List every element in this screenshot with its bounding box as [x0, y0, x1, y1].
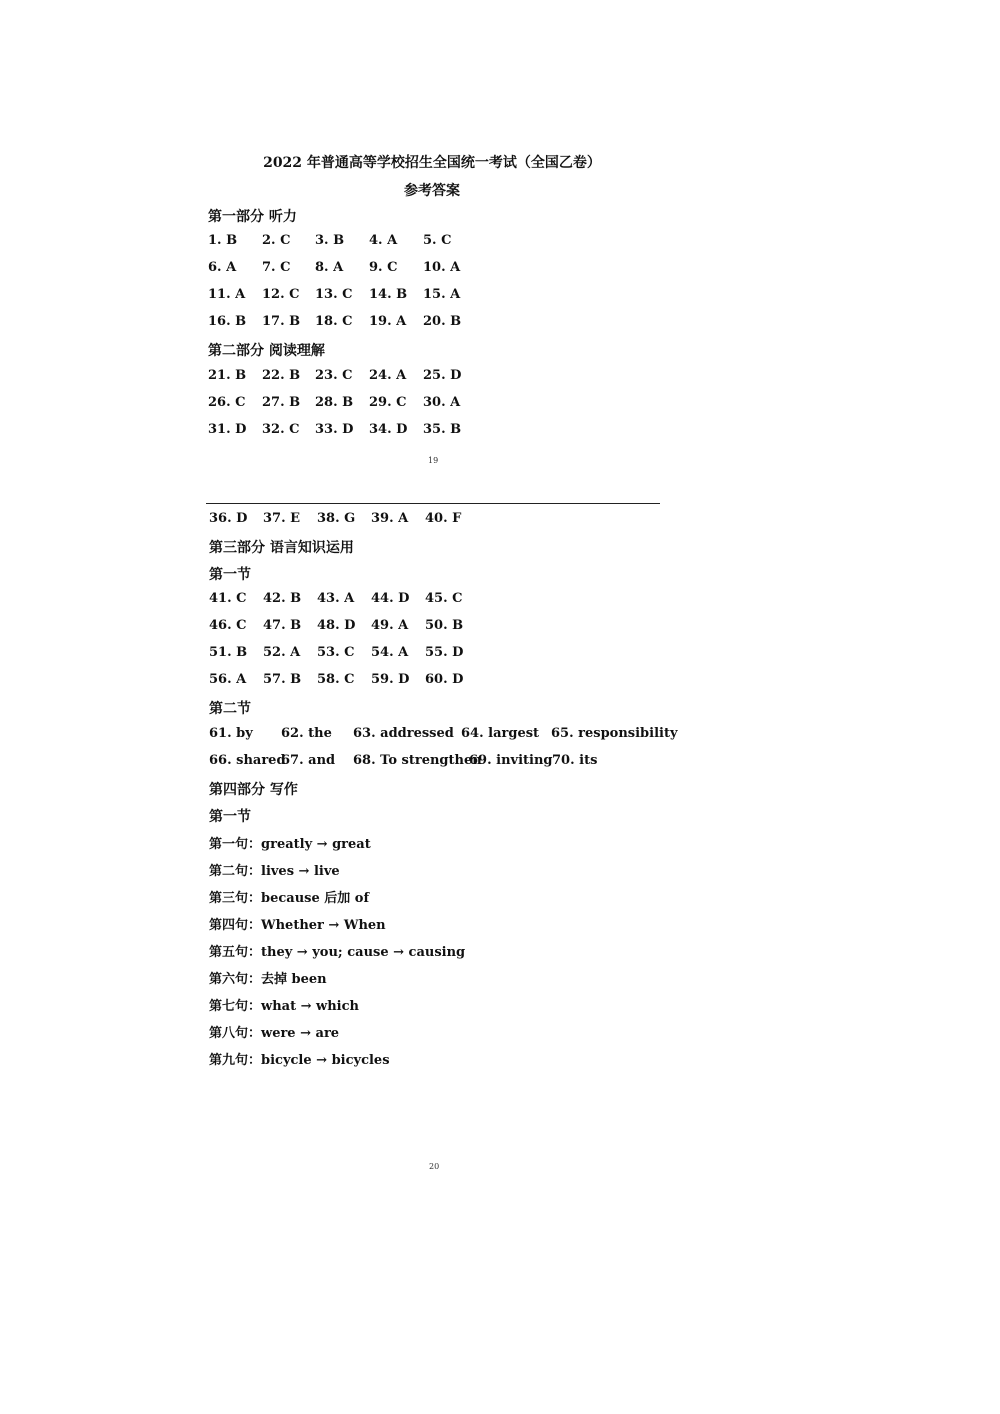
answer-item: 35. B	[423, 422, 462, 437]
answer-item: 54. A	[371, 645, 409, 660]
answer-item: 22. B	[262, 368, 301, 383]
correction-line: 第六句：去掉 been	[209, 972, 327, 987]
answer-item: 66. shared	[209, 753, 286, 768]
answer-item: 13. C	[315, 287, 353, 302]
answer-item: 51. B	[209, 645, 248, 660]
answer-item: 6. A	[208, 260, 237, 275]
part3-heading: 第三部分 语言知识运用	[209, 540, 354, 556]
answer-item: 45. C	[425, 591, 463, 606]
answer-item: 30. A	[423, 395, 461, 410]
answer-item: 26. C	[208, 395, 246, 410]
answer-item: 65. responsibility	[551, 726, 678, 741]
answer-item: 67. and	[281, 753, 336, 768]
page-number: 19	[428, 456, 439, 465]
correction-line: 第五句：they → you; cause → causing	[209, 945, 466, 960]
answer-item: 21. B	[208, 368, 247, 383]
answer-item: 43. A	[317, 591, 355, 606]
answer-item: 18. C	[315, 314, 353, 329]
answer-item: 60. D	[425, 672, 464, 687]
correction-line: 第九句：bicycle → bicycles	[209, 1053, 390, 1068]
answer-item: 14. B	[369, 287, 408, 302]
answer-item: 12. C	[262, 287, 300, 302]
answer-item: 5. C	[423, 233, 452, 248]
answer-item: 17. B	[262, 314, 301, 329]
answer-item: 42. B	[263, 591, 302, 606]
answer-item: 4. A	[369, 233, 398, 248]
answer-item: 48. D	[317, 618, 356, 633]
part4-heading: 第四部分 写作	[209, 782, 298, 798]
answer-item: 50. B	[425, 618, 464, 633]
correction-line: 第二句：lives → live	[209, 864, 340, 879]
page-divider	[206, 503, 660, 504]
answer-item: 16. B	[208, 314, 247, 329]
answer-item: 70. its	[552, 753, 598, 768]
answer-item: 37. E	[263, 511, 301, 526]
correction-line: 第七句：what → which	[209, 999, 359, 1014]
answer-item: 2. C	[262, 233, 291, 248]
answer-item: 56. A	[209, 672, 247, 687]
answer-item: 1. B	[208, 233, 238, 248]
part2-heading: 第二部分 阅读理解	[208, 343, 325, 359]
part3-section1-heading: 第一节	[209, 567, 251, 583]
answer-item: 3. B	[315, 233, 345, 248]
answer-item: 27. B	[262, 395, 301, 410]
answer-item: 25. D	[423, 368, 462, 383]
answer-item: 28. B	[315, 395, 354, 410]
answer-item: 55. D	[425, 645, 464, 660]
answer-item: 61. by	[209, 726, 253, 741]
answer-item: 58. C	[317, 672, 355, 687]
answer-item: 10. A	[423, 260, 461, 275]
answer-item: 19. A	[369, 314, 407, 329]
answer-item: 39. A	[371, 511, 409, 526]
answer-item: 24. A	[369, 368, 407, 383]
answer-item: 29. C	[369, 395, 407, 410]
correction-line: 第八句：were → are	[209, 1026, 340, 1041]
answer-item: 23. C	[315, 368, 353, 383]
answer-item: 38. G	[317, 511, 356, 526]
document-title: 2022 年普通高等学校招生全国统一考试（全国乙卷）	[263, 155, 601, 171]
answer-item: 9. C	[369, 260, 398, 275]
answer-item: 20. B	[423, 314, 462, 329]
answer-item: 53. C	[317, 645, 355, 660]
answer-item: 7. C	[262, 260, 291, 275]
answer-item: 64. largest	[461, 726, 540, 741]
answer-item: 59. D	[371, 672, 410, 687]
answer-item: 52. A	[263, 645, 301, 660]
part4-section1-heading: 第一节	[209, 809, 251, 825]
answer-item: 63. addressed	[353, 726, 454, 741]
page-number: 20	[429, 1162, 440, 1171]
part1-heading: 第一部分 听力	[208, 209, 297, 225]
answer-item: 46. C	[209, 618, 247, 633]
correction-line: 第三句：because 后加 of	[209, 891, 370, 906]
answer-item: 47. B	[263, 618, 302, 633]
answer-item: 68. To strengthen	[353, 753, 482, 768]
answer-item: 31. D	[208, 422, 247, 437]
answer-item: 40. F	[425, 511, 462, 526]
document-subtitle: 参考答案	[404, 183, 460, 199]
answer-item: 57. B	[263, 672, 302, 687]
answer-item: 69. inviting	[469, 753, 553, 768]
part3-section2-heading: 第二节	[209, 701, 251, 717]
correction-line: 第一句：greatly → great	[209, 837, 371, 852]
answer-item: 11. A	[208, 287, 246, 302]
answer-item: 33. D	[315, 422, 354, 437]
answer-item: 49. A	[371, 618, 409, 633]
answer-item: 62. the	[281, 726, 332, 741]
answer-item: 36. D	[209, 511, 248, 526]
answer-item: 41. C	[209, 591, 247, 606]
answer-item: 34. D	[369, 422, 408, 437]
answer-item: 15. A	[423, 287, 461, 302]
answer-item: 8. A	[315, 260, 344, 275]
answer-item: 44. D	[371, 591, 410, 606]
correction-line: 第四句：Whether → When	[209, 918, 386, 933]
answer-item: 32. C	[262, 422, 300, 437]
